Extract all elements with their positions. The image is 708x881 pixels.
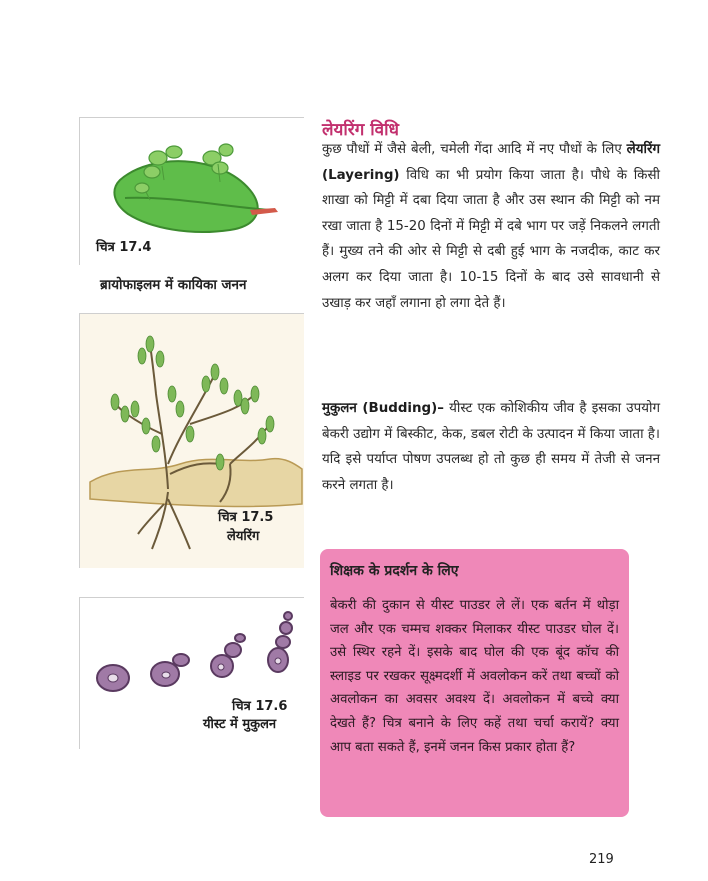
box-title: शिक्षक के प्रदर्शन के लिए <box>330 563 459 579</box>
budding-paragraph <box>322 396 660 498</box>
layering-paragraph <box>322 137 660 316</box>
budding-term: मुकुलन (Budding)– <box>322 401 444 416</box>
figure-bryophyllum <box>79 117 304 265</box>
layering-term: लेयरिंग (Layering) <box>322 142 660 183</box>
figure-yeast-budding <box>79 597 304 749</box>
figure-label: चित्र 17.5 <box>218 510 274 525</box>
box-body: बेकरी की दुकान से यीस्ट पाउडर ले लें। एक बर्तन में थोड़ा जल और एक चम्मच शक्कर मिलाकर यीस्ट पाउडर घोल दें। उसे स्थिर रहने दें। इसके बाद घोल की एक बूंद कॉच की स्लाइड पर रखकर सूक्ष्मदर्शी में अवलोकन करें तथा बच्चों को अवलोकन का अवसर अवश्य दें। अवलोकन में बच्चे क्या देखते हैं? चित्र बनाने के लिए कहें तथा चर्चा करायें? क्या आप बता सकते हैं, इनमें जनन किस प्रकार होता हैं? <box>330 598 619 755</box>
layering-plant-illustration <box>80 314 305 569</box>
figure-label: चित्र 17.6 <box>232 699 288 714</box>
figure-sublabel: लेयरिंग <box>227 529 260 544</box>
figure-label: चित्र 17.4 <box>96 240 152 255</box>
figure-sublabel: यीस्ट में मुकुलन <box>203 717 277 732</box>
figure-layering <box>79 313 304 568</box>
teacher-demonstration-box <box>320 549 629 817</box>
layering-text-part2: विधि का भी प्रयोग किया जाता है। पौधे के किसी शाखा को मिट्टी में दबा दिया जाता है और उस स्थान की मिट्टी को नम रखा जाता है 15-20 दिनों में मिट्टी में दबे भाग पर जड़ें निकलने लगती हैं। मुख्य तने की ओर से मिट्टी से दबी हुई भाग के नजदीक, काट कर अलग कर दिया जाता है। 10-15 दिनों के बाद उसे सावधानी से उखाड़ कर जहाँ लगाना हो लगा देते हैं। <box>322 167 660 311</box>
figure-caption: ब्रायोफाइलम में कायिका जनन <box>100 277 247 293</box>
section-heading-layering: लेयरिंग विधि <box>322 120 399 140</box>
page-number: 219 <box>589 852 614 867</box>
layering-text-part1: कुछ पौधों में जैसे बेली, चमेली गेंदा आदि में नए पौधों के लिए <box>322 142 627 157</box>
budding-text: यीस्ट एक कोशिकीय जीव है इसका उपयोग बेकरी उद्योग में बिस्कीट, केक, डबल रोटी के उत्पादन में किया जाता है। यदि इसे पर्याप्त पोषण उपलब्ध हो तो कुछ ही समय में तेजी से जनन करने लगता है। <box>322 401 660 493</box>
